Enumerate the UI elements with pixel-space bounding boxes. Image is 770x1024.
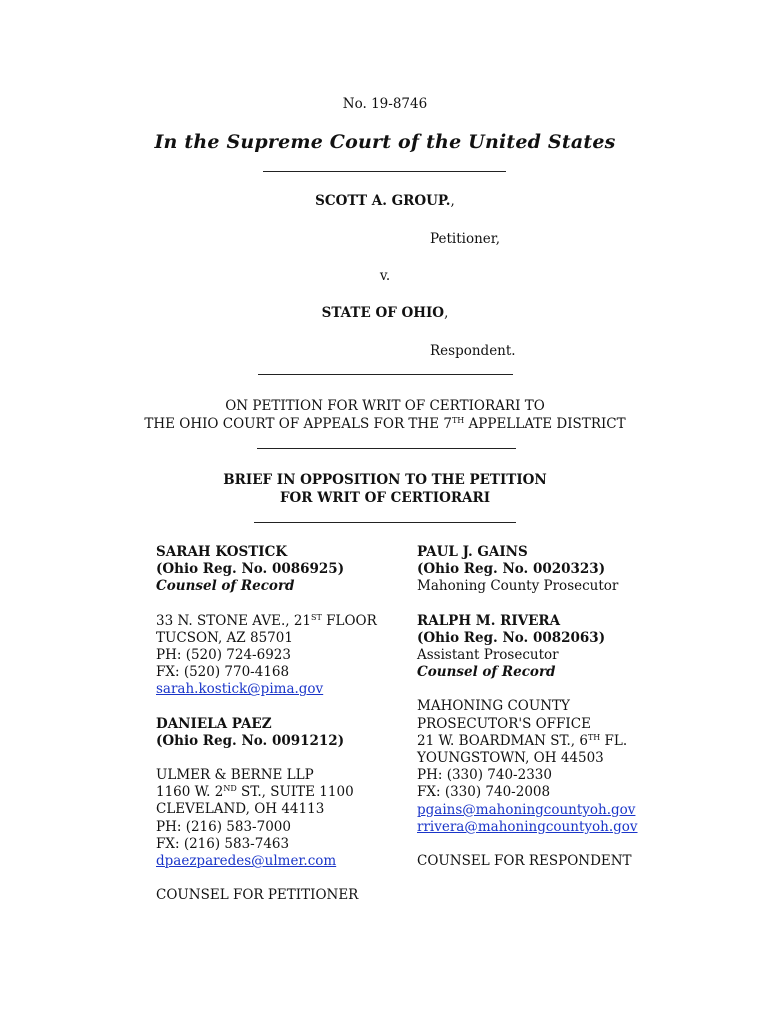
respondent-name: STATE OF OHIO, [321, 305, 449, 321]
attorney-name: SARAH KOSTICK [156, 544, 288, 560]
office-name: PROSECUTOR'S OFFICE [417, 715, 591, 732]
email-link[interactable]: pgains@mahoningcountyoh.gov [417, 801, 636, 818]
petitioner-role: Petitioner, [430, 231, 501, 247]
divider-rule [258, 374, 513, 375]
address-line: 33 N. STONE AVE., 21ST FLOOR [156, 612, 377, 629]
counsel-for-label: COUNSEL FOR PETITIONER [156, 887, 359, 904]
attorney-name: RALPH M. RIVERA [417, 612, 561, 629]
fax-number: FX: (330) 740-2008 [417, 784, 551, 801]
email-link[interactable]: dpaezparedes@ulmer.com [156, 853, 337, 870]
petitioner-counsel-block [156, 544, 377, 904]
address-line: 1160 W. 2ND ST., SUITE 1100 [156, 784, 354, 801]
brief-title-line-1: BRIEF IN OPPOSITION TO THE PETITION [223, 472, 547, 488]
petition-line-2: THE OHIO COURT OF APPEALS FOR THE 7TH APPELLATE DISTRICT [144, 416, 626, 432]
fax-number: FX: (216) 583-7463 [156, 835, 290, 852]
court-title: In the Supreme Court of the United States [154, 131, 616, 153]
firm-name: ULMER & BERNE LLP [156, 767, 314, 784]
attorney-reg-number: (Ohio Reg. No. 0091212) [156, 732, 345, 749]
petitioner-name: SCOTT A. GROUP., [315, 193, 455, 209]
phone-number: PH: (330) 740-2330 [417, 767, 552, 784]
email-link[interactable]: sarah.kostick@pima.gov [156, 681, 324, 698]
divider-rule [254, 522, 516, 523]
attorney-name: DANIELA PAEZ [156, 715, 272, 732]
versus-label: v. [379, 268, 391, 284]
address-city: YOUNGSTOWN, OH 44503 [417, 750, 604, 767]
attorney-reg-number: (Ohio Reg. No. 0086925) [156, 561, 345, 578]
brief-title-line-2: FOR WRIT OF CERTIORARI [279, 490, 491, 506]
attorney-title: Mahoning County Prosecutor [417, 578, 619, 595]
address-city: CLEVELAND, OH 44113 [156, 801, 325, 818]
phone-number: PH: (520) 724-6923 [156, 647, 291, 664]
attorney-title: Assistant Prosecutor [417, 647, 559, 664]
respondent-role: Respondent. [430, 343, 516, 359]
attorney-name: PAUL J. GAINS [417, 544, 528, 560]
divider-rule [257, 448, 516, 449]
address-city: TUCSON, AZ 85701 [156, 629, 293, 646]
docket-number: No. 19-8746 [342, 96, 428, 112]
attorney-role: Counsel of Record [156, 578, 295, 595]
email-link[interactable]: rrivera@mahoningcountyoh.gov [417, 818, 638, 835]
petition-line-1: ON PETITION FOR WRIT OF CERTIORARI TO [225, 398, 545, 414]
phone-number: PH: (216) 583-7000 [156, 818, 291, 835]
counsel-for-label: COUNSEL FOR RESPONDENT [417, 853, 632, 870]
office-name: MAHONING COUNTY [417, 698, 570, 715]
address-line: 21 W. BOARDMAN ST., 6TH FL. [417, 732, 628, 749]
divider-rule [263, 171, 506, 172]
attorney-reg-number: (Ohio Reg. No. 0082063) [417, 629, 606, 646]
fax-number: FX: (520) 770-4168 [156, 664, 290, 681]
attorney-role: Counsel of Record [417, 664, 556, 681]
respondent-counsel-block [417, 544, 638, 870]
attorney-reg-number: (Ohio Reg. No. 0020323) [417, 561, 606, 578]
